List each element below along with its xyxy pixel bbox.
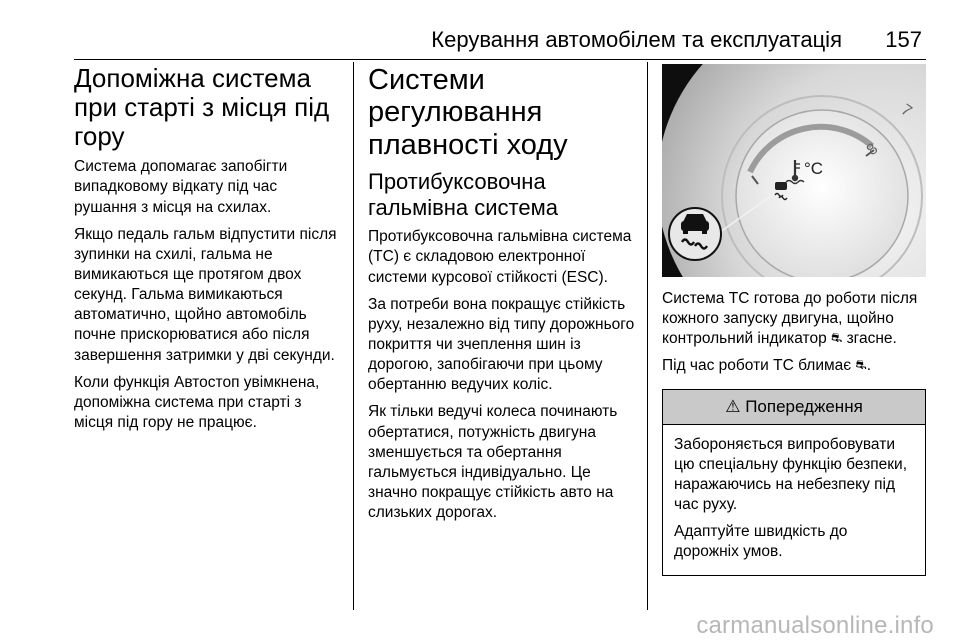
header-rule [74,59,926,60]
dial-numeral: 7 [897,101,915,121]
page-header [0,0,960,60]
warning-title: Попередження [745,396,863,416]
coolant-gauge-face [736,110,908,277]
gauge-label: °C [804,159,824,178]
column-divider [353,62,354,610]
paragraph: Протибуксовочна гальмівна система (TC) є складовою електронної системи курсової стійкості (ESC). [368,228,632,286]
watermark: carmanualsonline.info [696,612,934,639]
paragraph: Як тільки ведучі колеса починають обертатися, потужність двигуна зменшується та обертання гальмується індивідуально. Це значно покращує стійкість авто на слизьких дорогах. [368,403,618,522]
warning-paragraph: Забороняється випробовувати цю спеціальну функцію безпеки, наражаючись на небезпеку під час руху. [674,435,908,513]
page-number: 157 [885,27,922,52]
cluster-illustration [662,64,926,277]
warning-icon: ⚠ [725,396,741,416]
warning-body [663,425,925,576]
tc-indicator-glyph-icon: ⛐ [831,330,843,346]
text-run: Система TC готова до роботи після кожного запуску двигуна, щойно контрольний індикатор [662,290,918,348]
warning-box [662,389,926,577]
column-ride-control [368,64,636,530]
warning-header [663,390,925,425]
text-run: . [866,357,872,375]
section-heading: Допоміжна система при старті з місця під гору [74,63,330,152]
text-run: Під час роботи TC блимає [662,357,852,375]
paragraph [662,289,926,349]
paragraph: Коли функція Автостоп увімкнена, допоміжна система при старті з місця під гору не працює. [74,373,320,432]
running-header-title: Керування автомобілем та експлуатація [431,27,842,52]
paragraph [662,356,926,376]
column-hill-start-assist [74,64,340,440]
warning-paragraph: Адаптуйте швидкість до дорожніх умов. [674,523,848,561]
paragraph: За потреби вона покращує стійкість руху, незалежно від типу дорожнього покриття чи зчеплення шин із дорогою, запобігаючи при цьому обертанню ведучих коліс. [368,295,635,394]
subsection-heading: Протибуксовочна гальмівна система [368,169,558,221]
column-tc-details [662,64,926,576]
text-run: згасне. [846,330,897,348]
section-heading: Системи регулювання плавності ходу [368,64,568,161]
column-divider [647,62,648,610]
instrument-cluster-figure [662,64,926,277]
paragraph: Система допомагає запобігти випадковому відкату під час рушання з місця на схилах. [74,158,288,216]
dial-numeral: 8 [863,140,882,160]
paragraph: Якщо педаль гальм відпустити після зупинки на схилі, гальма не вимикаються ще протягом двох секунд. Гальма вимикаються автоматично, щойно автомобіль почне прискорюватися або після завершення затримки у дві секунди. [74,225,337,364]
tc-indicator-glyph-icon: ⛐ [855,357,867,373]
